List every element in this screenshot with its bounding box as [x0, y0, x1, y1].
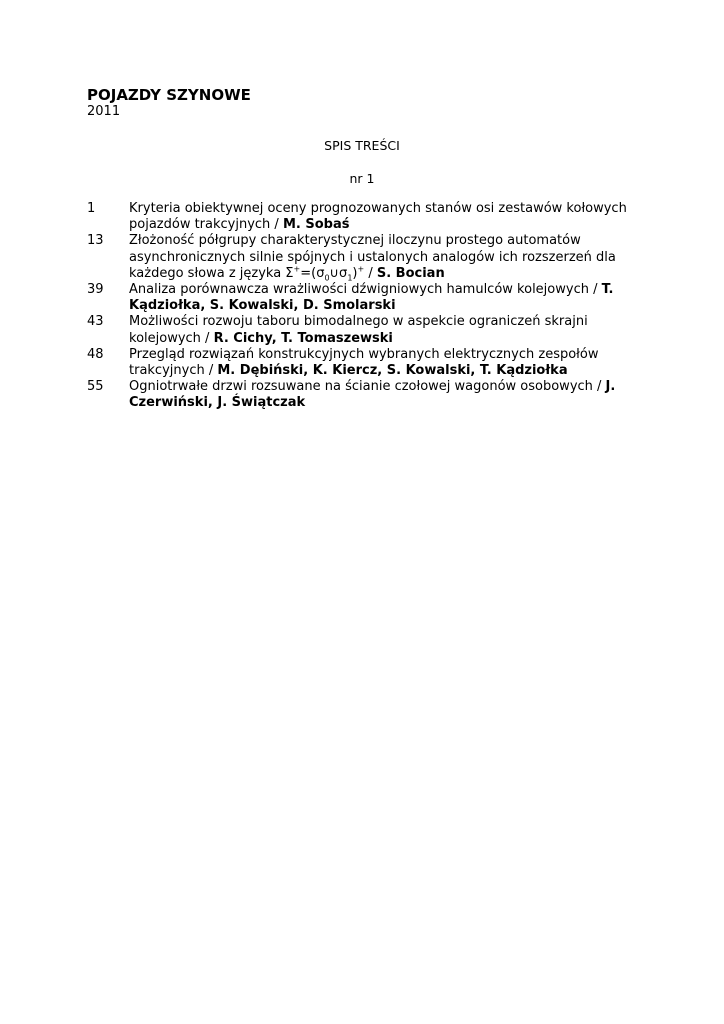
entry-text [129, 314, 647, 346]
entry-authors: M. Sobaś [282, 217, 350, 233]
entry-text [129, 201, 647, 233]
entry-authors: J. Czerwiński, J. Świątczak [129, 379, 616, 411]
entry-page-number: 1 [87, 201, 96, 216]
entry-title: Przegląd rozwiązań konstrukcyjnych wybranych elektrycznych zespołów trakcyjnych / [129, 346, 599, 379]
toc-entry [87, 314, 647, 346]
toc-heading-text: SPIS TREŚCI [324, 138, 400, 153]
table-of-contents [87, 201, 647, 412]
subscript-zero: 0 [324, 273, 330, 283]
superscript-plus: + [357, 264, 365, 274]
entry-title-formula: ) [352, 265, 358, 281]
entry-title: Ogniotrwałe drzwi rozsuwane na ścianie czołowej wagonów osobowych / [129, 379, 602, 395]
entry-page-number: 48 [87, 346, 104, 362]
toc-entry [87, 282, 647, 314]
entry-title: Kryteria obiektywnej oceny prognozowanych stanów osi zestawów kołowych pojazdów trakcyjnych / [129, 201, 627, 233]
entry-page-number: 43 [87, 314, 104, 330]
entry-page-number: 13 [87, 233, 104, 249]
entry-title: Możliwości rozwoju taboru bimodalnego w aspekcie ograniczeń skrajni kolejowych / [129, 314, 588, 346]
superscript-plus: + [293, 264, 301, 274]
toc-entry [87, 347, 647, 379]
entry-text [129, 347, 647, 379]
entry-page-number: 55 [87, 379, 104, 395]
entry-text [129, 379, 647, 411]
entry-title: Analiza porównawcza wrażliwości dźwigniowych hamulców kolejowych / [129, 282, 598, 298]
issue-number [0, 171, 724, 187]
toc-entry [87, 201, 647, 233]
toc-entry [87, 233, 647, 282]
entry-text [129, 282, 647, 314]
entry-authors: T. Kądziołka, S. Kowalski, D. Smolarski [129, 282, 614, 314]
entry-authors: M. Dębiński, K. Kiercz, S. Kowalski, T. Kądziołka [217, 363, 568, 379]
journal-title: POJAZDY SZYNOWE [87, 86, 251, 104]
subscript-one: 1 [347, 273, 353, 283]
entry-authors: S. Bocian [376, 265, 445, 281]
toc-entry [87, 379, 647, 411]
issue-number-text: nr 1 [349, 171, 375, 186]
entry-text [129, 233, 647, 282]
entry-title-slash: / [364, 265, 373, 281]
entry-page-number: 39 [87, 282, 104, 298]
entry-title-formula: ∪σ [329, 265, 348, 281]
entry-authors: R. Cichy, T. Tomaszewski [213, 330, 393, 346]
toc-heading [0, 138, 724, 154]
journal-year: 2011 [87, 104, 121, 119]
entry-title-formula: =(σ [300, 265, 325, 281]
entry-title: Złożoność półgrupy charakterystycznej iloczynu prostego automatów asynchronicznych silnie spójnych i ustalonych analogów ich rozszerzeń dla każdego słowa z języka Σ [129, 233, 616, 281]
